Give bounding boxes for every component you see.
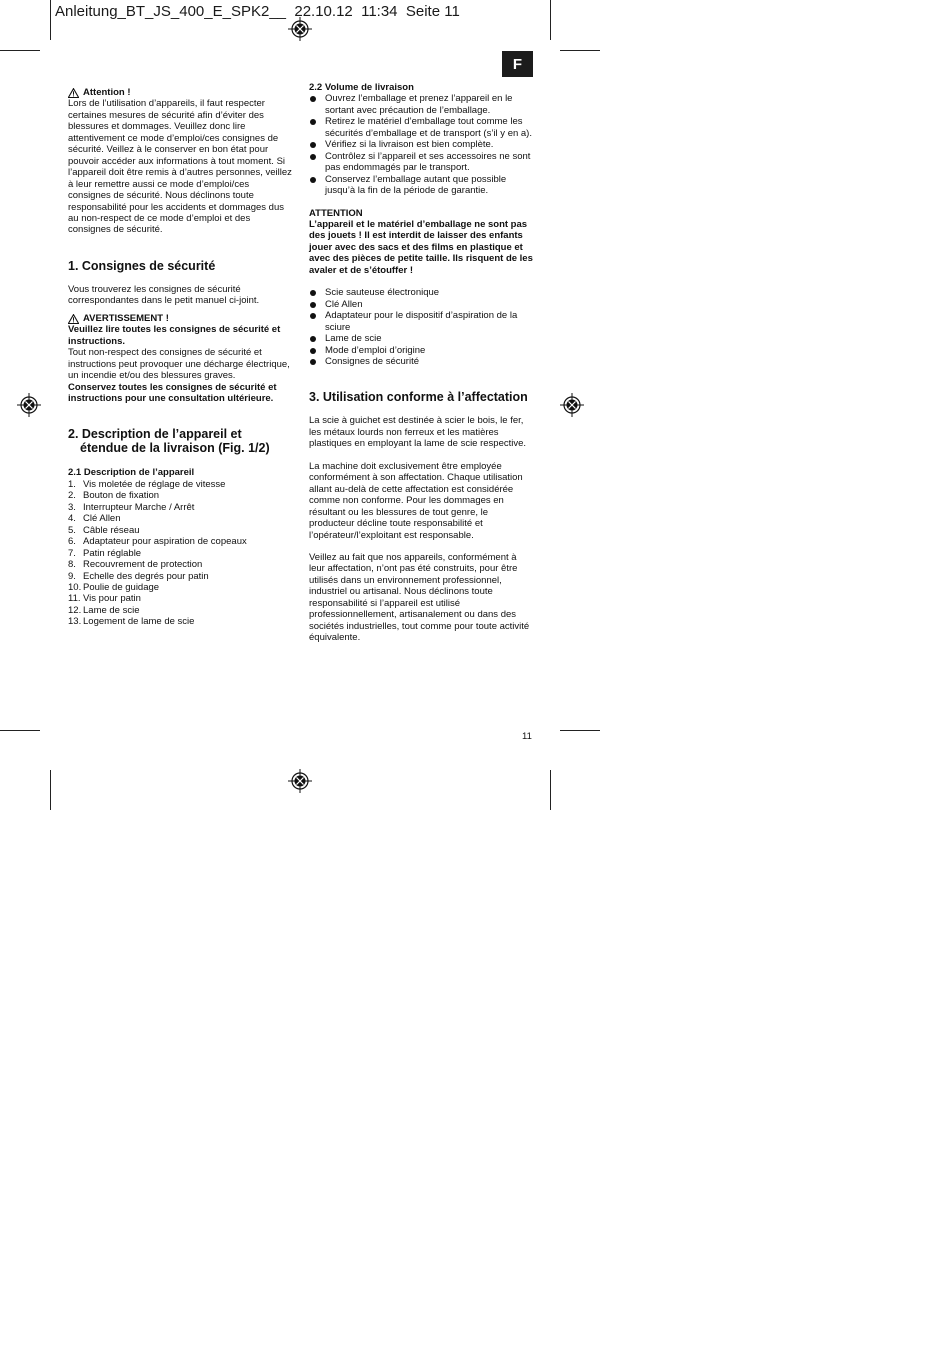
list-item: 6. Adaptateur pour aspiration de copeaux	[68, 536, 247, 548]
registration-mark-icon	[288, 769, 312, 793]
attention-title: Attention !	[83, 87, 131, 98]
list-item: Lame de scie	[309, 333, 535, 344]
contents-list	[309, 287, 535, 367]
warning-heading	[68, 313, 293, 324]
registration-mark-icon	[288, 17, 312, 41]
bullet-icon	[309, 174, 325, 197]
section2-title: 2. Description de l’appareil et étendue de la livraison (Fig. 1/2)	[68, 427, 270, 456]
bullet-icon	[309, 345, 325, 356]
list-item: 8. Recouvrement de protection	[68, 559, 203, 571]
registration-mark-icon	[17, 393, 41, 417]
crop-mark	[50, 0, 51, 40]
list-item: Clé Allen	[309, 299, 535, 310]
delivery-steps-list	[309, 93, 535, 196]
list-item: 2. Bouton de fixation	[68, 490, 160, 502]
print-header	[55, 3, 460, 20]
crop-mark	[550, 770, 551, 810]
crop-mark	[550, 0, 551, 40]
attention-text: Lors de l’utilisation d’appareils, il faut respecter certaines mesures de sécurité afin d’éviter des blessures et dommages. Veuillez donc lire attentivement ce mode d’emploi/ces consignes de sécurité. Veillez à le conserver en bon état pour pouvoir accéder aux informations à tout moment. Si l’appareil doit être remis à d’autres personnes, veillez à leur remettre aussi ce mode d’emploi/ces consignes de sécurité. Nous déclinons toute responsabilité pour les accidents et dommages dus au non-respect de ce mode d’emploi et des consignes de sécurité.	[68, 98, 292, 236]
list-item: 7. Patin réglable	[68, 547, 142, 559]
warning-triangle-icon	[68, 88, 79, 98]
list-item: 13. Logement de lame de scie	[68, 616, 195, 628]
warning-bold: Veuillez lire toutes les consignes de sécurité et instructions.	[68, 324, 281, 347]
warning-text: Tout non-respect des consignes de sécurité et instructions peut provoquer une décharge électrique, un incendie et/ou des blessures graves.	[68, 347, 290, 382]
crop-mark	[50, 770, 51, 810]
bullet-icon	[309, 299, 325, 310]
section3-paragraph-2: La machine doit exclusivement être employée conformément à son affectation. Chaque utilisation allant au-delà de cette affectation est considérée comme non conforme. Pour les dommages en résultant ou les blessures de tout genre, le producteur décline toute responsabilité et l’opérateur/l’exploitant est responsable.	[309, 460, 523, 541]
bullet-icon	[309, 333, 325, 344]
attention-heading	[68, 87, 293, 98]
section3-paragraph-1: La scie à guichet est destinée à scier le bois, le fer, les métaux lourds non ferreux et les matières plastiques en employant la lame de scie respective.	[309, 415, 527, 450]
warning-bold-2: Conservez toutes les consignes de sécurité et instructions pour une consultation ultérieure.	[68, 381, 277, 404]
list-item: Ouvrez l’emballage et prenez l’appareil en le sortant avec précaution de l’emballage.	[309, 93, 535, 116]
header-page-label: Seite 11	[405, 3, 460, 20]
bullet-icon	[309, 310, 325, 333]
list-item: 11. Vis pour patin	[68, 593, 141, 605]
list-item: 9. Echelle des degrés pour patin	[68, 570, 209, 582]
list-item: Conservez l’emballage autant que possible jusqu’à la fin de la période de garantie.	[309, 174, 535, 197]
left-column	[68, 87, 293, 628]
section3-paragraph-3: Veillez au fait que nos appareils, conformément à leur affectation, n’ont pas été construits, pour être utilisés dans un environnement professionnel, industriel ou artisanal. Nous déclinons toute responsabilité si l’appareil est utilisé professionnellement, artisanalement ou dans des sociétés industrielles, tout comme pour toute activité équivalente.	[309, 551, 530, 644]
section1-text: Vous trouverez les consignes de sécurité correspondantes dans le petit manuel ci-joint.	[68, 283, 260, 307]
list-item: Consignes de sécurité	[309, 356, 535, 367]
language-badge: F	[502, 51, 533, 77]
attention-caps-title: ATTENTION	[309, 207, 363, 219]
list-item: Retirez le matériel d’emballage tout comme les sécurités d’emballage et de transport (s’il y en a).	[309, 116, 535, 139]
crop-mark	[0, 50, 40, 51]
list-item: 5. Câble réseau	[68, 524, 140, 536]
list-item: Vérifiez si la livraison est bien complète.	[309, 139, 535, 150]
bullet-icon	[309, 151, 325, 174]
list-item: 12. Lame de scie	[68, 604, 140, 616]
warning-title: AVERTISSEMENT !	[83, 312, 169, 324]
crop-mark	[560, 50, 600, 51]
header-filename: Anleitung_BT_JS_400_E_SPK2__	[55, 3, 287, 20]
header-date: 22.10.12	[294, 3, 353, 20]
header-time: 11:34	[361, 3, 398, 20]
list-item: 4. Clé Allen	[68, 513, 121, 525]
list-item: 10. Poulie de guidage	[68, 581, 160, 593]
section2-1-title: 2.1 Description de l’appareil	[68, 467, 195, 479]
bullet-icon	[309, 287, 325, 298]
list-item: Scie sauteuse électronique	[309, 287, 535, 298]
registration-mark-icon	[560, 393, 584, 417]
section1-title: 1. Consignes de sécurité	[68, 258, 216, 273]
section3-title: 3. Utilisation conforme à l’affectation	[309, 390, 528, 405]
list-item: Contrôlez si l’appareil et ses accessoires ne sont pas endommagés par le transport.	[309, 151, 535, 174]
list-item: Adaptateur pour le dispositif d’aspiration de la sciure	[309, 310, 535, 333]
parts-list	[68, 479, 293, 628]
crop-mark	[0, 730, 40, 731]
list-item: 1. Vis moletée de réglage de vitesse	[68, 478, 226, 490]
crop-mark	[560, 730, 600, 731]
warning-triangle-icon	[68, 314, 79, 324]
right-column	[309, 82, 535, 644]
bullet-icon	[309, 116, 325, 139]
list-item: 3. Interrupteur Marche / Arrêt	[68, 501, 195, 513]
attention-caps-text: L’appareil et le matériel d’emballage ne sont pas des jouets ! Il est interdit de laisser des enfants jouer avec des sacs et des films en plastique et avec des pièces de petite taille. Ils risquent de les avaler et de s’étouffer !	[309, 218, 533, 276]
bullet-icon	[309, 93, 325, 116]
list-item: Mode d’emploi d’origine	[309, 345, 535, 356]
bullet-icon	[309, 139, 325, 150]
section2-2-title: 2.2 Volume de livraison	[309, 82, 414, 93]
page-number: 11	[522, 731, 532, 742]
bullet-icon	[309, 356, 325, 367]
